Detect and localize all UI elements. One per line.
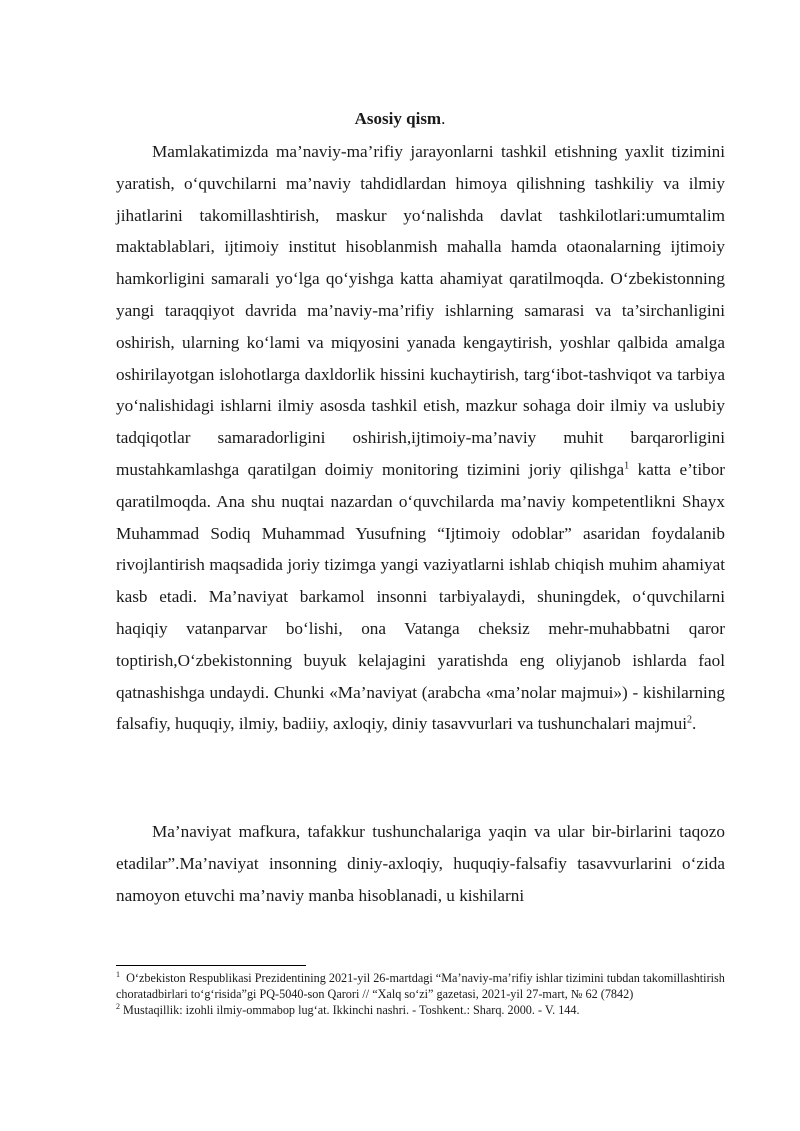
- footnote-1: [116, 970, 726, 1002]
- section-heading: [0, 108, 800, 130]
- footnote-1-text: O‘zbekiston Respublikasi Prezidentining 2021-yil 26-martdagi “Ma’naviy-ma’rifiy ishlar tizimini tubdan takomillashtirish choratadbirlari to‘g‘risida”gi PQ-5040-son Qarori // “Xalq so‘zi” gazetasi, 2021-yil 27-mart, № 62 (7842): [116, 971, 725, 1002]
- footnote-1-mark: 1: [116, 969, 120, 979]
- paragraph-2-text: Ma’naviyat mafkura, tafakkur tushunchalariga yaqin va ular bir-birlarini taqozo etadilar”.Ma’naviyat insonning diniy-axloqiy, huquqiy-falsafiy tasavvurlarini o‘zida namoyon etuvchi ma’naviy manba hisoblanadi, u kishilarni: [116, 822, 725, 905]
- footnote-ref-2[interactable]: 2: [687, 714, 693, 726]
- footnote-2: [116, 1002, 726, 1018]
- footnote-2-text: Mustaqillik: izohli ilmiy-ommabop lug‘at. Ikkinchi nashri. - Toshkent.: Sharq. 2000. - V. 144.: [123, 1003, 580, 1018]
- footnotes: [116, 970, 726, 1019]
- paragraph-1-text-b: katta e’tibor qaratilmoqda. Ana shu nuqtai nazardan o‘quvchilarda ma’naviy kompetentlikni Shayx Muhammad Sodiq Muhammad Yusufning “Ijtimoiy odoblar” asaridan foydalanib rivojlantirish maqsadida joriy tizimga yangi vaziyatlarni ishlab chiqish muhim ahamiyat kasb etadi. Ma’naviyat barkamol insonni tarbiyalaydi, shuningdek, o‘quvchilarni haqiqiy vatanparvar bo‘lishi, ona Vatanga cheksiz mehr-muhabbatni qaror toptirish,O‘zbekistonning buyuk kelajagini yaratishda eng oliyjanob ishlarda faol qatnashishga undaydi. Chunki «Ma’naviyat (arabcha «ma’nolar majmui») - kishilarning falsafiy, huquqiy, ilmiy, badiiy, axloqiy, diniy tasavvurlari va tushunchalari majmui: [116, 459, 726, 734]
- section-heading-period: .: [441, 109, 446, 128]
- section-heading-title: Asosiy qism: [354, 109, 442, 128]
- body-paragraph-2: [116, 816, 725, 911]
- body-paragraph-1: [116, 136, 725, 740]
- footnote-2-mark: 2: [116, 1002, 120, 1012]
- paragraph-1-text-a: Mamlakatimizda ma’naviy-ma’rifiy jarayonlarni tashkil etishning yaxlit tizimini yaratish, o‘quvchilarni ma’naviy tahdidlardan himoya qilishning tashkiliy va ilmiy jihatlarini takomillashtirish, maskur yo‘nalishda davlat tashkilotlari:umumtalim maktablablari, ijtimoiy institut hisoblanmish mahalla hamda otaonalarning ijtimoiy hamkorligini samarali yo‘lga qo‘yishga katta ahamiyat qaratilmoqda. O‘zbekistonning yangi taraqqiyot davrida ma’naviy-ma’rifiy ishlarning samarasi va ta’sirchanligini oshirish, ularning ko‘lami va miqyosini yanada kengaytirish, yoshlar qalbida amalga oshirilayotgan islohotlarga daxldorlik hissini kuchaytirish, targ‘ibot-tashviqot va tarbiya yo‘nalishidagi ishlarni ilmiy asosda tashkil etish, mazkur sohaga doir ilmiy va uslubiy tadqiqotlar samaradorligini oshirish,ijtimoiy-ma’naviy muhit barqarorligini mustahkamlashga qaratilgan doimiy monitoring tizimini joriy qilishga: [116, 142, 725, 479]
- paragraph-1-text-c: .: [692, 714, 697, 734]
- footnote-separator: [116, 965, 306, 966]
- footnote-ref-1[interactable]: 1: [624, 460, 630, 472]
